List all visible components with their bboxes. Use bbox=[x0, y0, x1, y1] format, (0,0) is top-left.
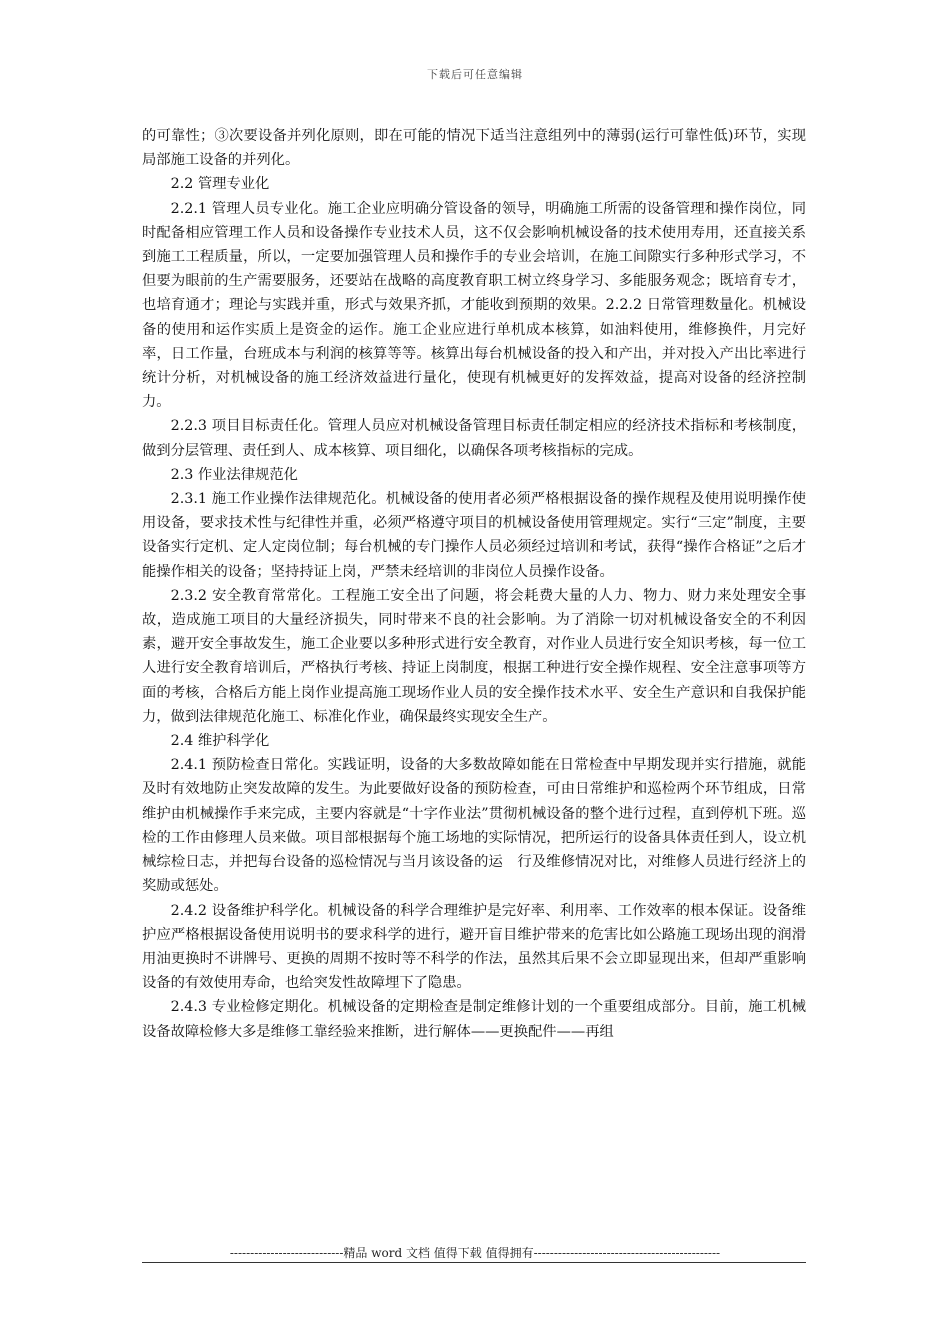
footer-rule bbox=[142, 1262, 806, 1263]
paragraph: 2.2.1 管理人员专业化。施工企业应明确分管设备的领导，明确施工所需的设备管理和操作岗位，同时配备相应管理工作人员和设备操作专业技术人员，这不仅会影响机械设备的技术使用寿用，还直接关系到施工工程质量，所以，一定要加强管理人员和操作手的专业会培训，在施工间隙实行多种形式学习，不但要为眼前的生产需要服务，还要站在战略的高度教育职工树立终身学习、多能服务观念；既培育专才，也培育通才；理论与实践并重，形式与效果齐抓，才能收到预期的效果。2.2.2 日常管理数量化。机械设备的使用和运作实质上是资金的运作。施工企业应进行单机成本核算，如油料使用，维修换件，月完好率，日工作量，台班成本与利润的核算等等。核算出每台机械设备的投入和产出，并对投入产出比率进行统计分析，对机械设备的施工经济效益进行量化，使现有机械更好的发挥效益，提高对设备的经济控制力。 bbox=[142, 200, 806, 411]
paragraph: 2.4.2 设备维护科学化。机械设备的科学合理维护是完好率、利用率、工作效率的根本保证。设备维护应严格根据设备使用说明书的要求科学的进行，避开盲目维护带来的危害比如公路施工现场出现的润滑用油更换时不讲牌号、更换的周期不按时等不科学的作法，虽然其后果不会立即显现出来，但却严重影响设备的有效使用寿命，也给突发性故障埋下了隐患。 bbox=[142, 902, 806, 992]
page-header: 下载后可任意编辑 bbox=[427, 68, 523, 81]
paragraph: 2.2 管理专业化 bbox=[170, 176, 270, 193]
paragraph: 2.4 维护科学化 bbox=[170, 733, 270, 750]
paragraph: 2.3 作业法律规范化 bbox=[170, 466, 298, 483]
page-footer: ----------------------------精品 word 文档 值得下载 值得拥有---------------------------------------------- bbox=[229, 1246, 721, 1260]
paragraph: 2.4.1 预防检查日常化。实践证明，设备的大多数故障如能在日常检查中早期发现并实行措施，就能及时有效地防止突发故障的发生。为此要做好设备的预防检查，可由日常维护和巡检两个环节组成，日常维护由机械操作手来完成，主要内容就是“十字作业法”贯彻机械设备的整个进行过程，直到停机下班。巡检的工作由修理人员来做。项目部根据每个施工场地的实际情况，把所运行的设备具体责任到人，设立机械综检日志，并把每台设备的巡检情况与当月该设备的运 行及维修情况对比，对维修人员进行经济上的奖励或惩处。 bbox=[142, 757, 806, 895]
paragraph: 2.2.3 项目目标责任化。管理人员应对机械设备管理目标责任制定相应的经济技术指标和考核制度，做到分层管理、责任到人、成本核算、项目细化，以确保各项考核指标的完成。 bbox=[142, 418, 806, 459]
paragraph: 2.3.1 施工作业操作法律规范化。机械设备的使用者必须严格根据设备的操作规程及使用说明操作使用设备，要求技术性与纪律性并重，必须严格遵守项目的机械设备使用管理规定。实行“三定”制度，主要设备实行定机、定人定岗位制；每台机械的专门操作人员必须经过培训和考试，获得“操作合格证”之后才能操作相关的设备；坚持持证上岗，严禁未经培训的非岗位人员操作设备。 bbox=[142, 491, 806, 580]
paragraph: 2.3.2 安全教育常常化。工程施工安全出了问题，将会耗费大量的人力、物力、财力来处理安全事故，造成施工项目的大量经济损失，同时带来不良的社会影响。为了消除一切对机械设备安全的不利因素，避开安全事故发生，施工企业要以多种形式进行安全教育，对作业人员进行安全知识考核，每一位工人进行安全教育培训后，严格执行考核、持证上岗制度，根据工种进行安全操作规程、安全注意事项等方面的考核，合格后方能上岗作业提高施工现场作业人员的安全操作技术水平、安全生产意识和自我保护能力，做到法律规范化施工、标准化作业，确保最终实现安全生产。 bbox=[142, 587, 806, 725]
paragraph: 的可靠性；③次要设备并列化原则，即在可能的情况下适当注意组列中的薄弱(运行可靠性低)环节，实现局部施工设备的并列化。 bbox=[142, 128, 806, 169]
document-body bbox=[142, 124, 806, 1044]
paragraph: 2.4.3 专业检修定期化。机械设备的定期检查是制定维修计划的一个重要组成部分。目前，施工机械设备故障检修大多是维修工靠经验来推断，进行解体——更换配件——再组 bbox=[142, 999, 806, 1040]
